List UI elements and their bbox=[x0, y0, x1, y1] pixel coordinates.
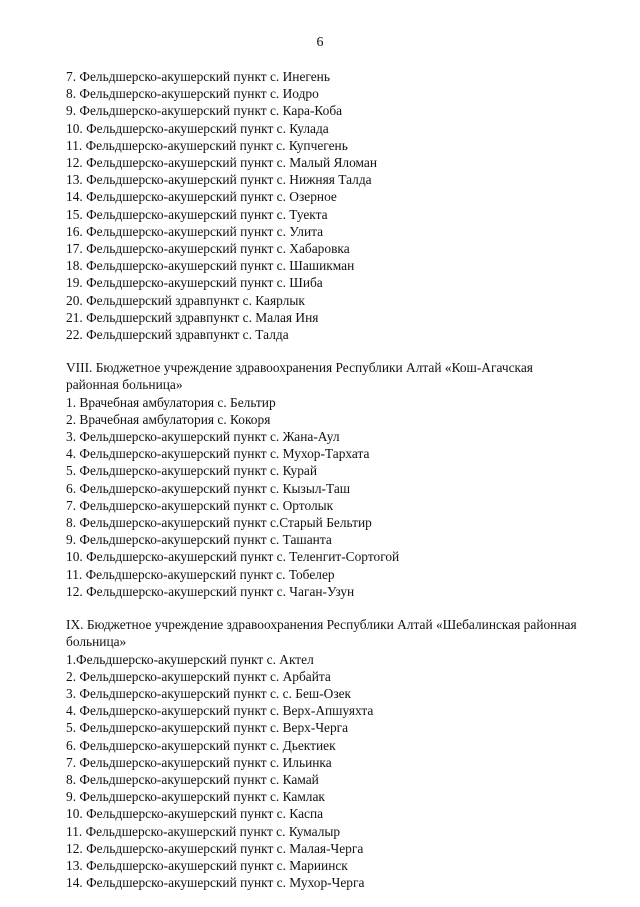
list-item: 13. Фельдшерско-акушерский пункт с. Нижняя Талда bbox=[66, 172, 372, 188]
list-item: 10. Фельдшерско-акушерский пункт с. Кулада bbox=[66, 120, 329, 136]
list-item: 12. Фельдшерско-акушерский пункт с. Малая-Черга bbox=[66, 840, 364, 856]
list-item: 9. Фельдшерско-акушерский пункт с. Ташанта bbox=[66, 532, 332, 548]
section-heading-continuation: больница» bbox=[66, 634, 127, 650]
list-item: 13. Фельдшерско-акушерский пункт с. Мариинск bbox=[66, 857, 348, 873]
list-item: 15. Фельдшерско-акушерский пункт с. Туекта bbox=[66, 206, 328, 222]
list-item: 8. Фельдшерско-акушерский пункт с.Старый Бельтир bbox=[66, 515, 372, 531]
list-item: 3. Фельдшерско-акушерский пункт с. Жана-Аул bbox=[66, 429, 340, 445]
list-item: 6. Фельдшерско-акушерский пункт с. Дьектиек bbox=[66, 737, 336, 753]
section-heading: VIII. Бюджетное учреждение здравоохранения Республики Алтай «Кош-Агачская bbox=[66, 360, 533, 376]
list-item: 7. Фельдшерско-акушерский пункт с. Ортолык bbox=[66, 497, 334, 513]
list-item: 16. Фельдшерско-акушерский пункт с. Улита bbox=[66, 223, 324, 239]
list-item: 4. Фельдшерско-акушерский пункт с. Мухор-Тархата bbox=[66, 446, 370, 462]
list-item: 8. Фельдшерско-акушерский пункт с. Иодро bbox=[66, 86, 319, 102]
list-item: 11. Фельдшерско-акушерский пункт с. Купчегень bbox=[66, 137, 348, 153]
list-item: 5. Фельдшерско-акушерский пункт с. Курай bbox=[66, 463, 318, 479]
list-item: 10. Фельдшерско-акушерский пункт с. Каспа bbox=[66, 806, 324, 822]
list-item: 7. Фельдшерско-акушерский пункт с. Ильинка bbox=[66, 754, 332, 770]
list-item: 12. Фельдшерско-акушерский пункт с. Чаган-Узун bbox=[66, 583, 355, 599]
list-item: 1. Врачебная амбулатория с. Бельтир bbox=[66, 394, 276, 410]
section-heading-continuation: районная больница» bbox=[66, 377, 183, 393]
list-item: 3. Фельдшерско-акушерский пункт с. с. Беш-Озек bbox=[66, 685, 352, 701]
list-item: 20. Фельдшерский здравпункт с. Каярлык bbox=[66, 292, 305, 308]
section-continued-list bbox=[66, 68, 626, 343]
list-item: 2. Врачебная амбулатория с. Кокоря bbox=[66, 411, 271, 427]
list-item: 7. Фельдшерско-акушерский пункт с. Инегень bbox=[66, 69, 330, 84]
section-ix bbox=[66, 616, 626, 891]
list-item: 11. Фельдшерско-акушерский пункт с. Кумалыр bbox=[66, 823, 341, 839]
section-viii bbox=[66, 359, 626, 600]
list-item: 14. Фельдшерско-акушерский пункт с. Озерное bbox=[66, 189, 337, 205]
list-item: 14. Фельдшерско-акушерский пункт с. Мухор-Черга bbox=[66, 875, 365, 891]
page-number: 6 bbox=[316, 35, 324, 50]
list-item: 4. Фельдшерско-акушерский пункт с. Верх-Апшуяхта bbox=[66, 703, 374, 719]
list-item: 5. Фельдшерско-акушерский пункт с. Верх-Черга bbox=[66, 720, 349, 736]
list-item: 1.Фельдшерско-акушерский пункт с. Актел bbox=[66, 651, 314, 667]
document-body bbox=[66, 68, 626, 907]
list-item: 17. Фельдшерско-акушерский пункт с. Хабаровка bbox=[66, 241, 350, 257]
section-heading: IX. Бюджетное учреждение здравоохранения Республики Алтай «Шебалинская районная bbox=[66, 617, 577, 633]
list-item: 9. Фельдшерско-акушерский пункт с. Кара-Коба bbox=[66, 103, 343, 119]
list-item: 22. Фельдшерский здравпункт с. Талда bbox=[66, 327, 289, 343]
list-item: 9. Фельдшерско-акушерский пункт с. Камлак bbox=[66, 789, 325, 805]
list-item: 19. Фельдшерско-акушерский пункт с. Шиба bbox=[66, 275, 323, 291]
list-item: 18. Фельдшерско-акушерский пункт с. Шашикман bbox=[66, 258, 355, 274]
list-item: 6. Фельдшерско-акушерский пункт с. Кызыл-Таш bbox=[66, 480, 351, 496]
list-item: 8. Фельдшерско-акушерский пункт с. Камай bbox=[66, 771, 319, 787]
list-item: 12. Фельдшерско-акушерский пункт с. Малый Яломан bbox=[66, 155, 378, 171]
list-item: 2. Фельдшерско-акушерский пункт с. Арбайта bbox=[66, 668, 331, 684]
list-item: 11. Фельдшерско-акушерский пункт с. Тобелер bbox=[66, 566, 335, 582]
list-item: 10. Фельдшерско-акушерский пункт с. Теленгит-Сортогой bbox=[66, 549, 400, 565]
list-item: 21. Фельдшерский здравпункт с. Малая Иня bbox=[66, 309, 319, 325]
